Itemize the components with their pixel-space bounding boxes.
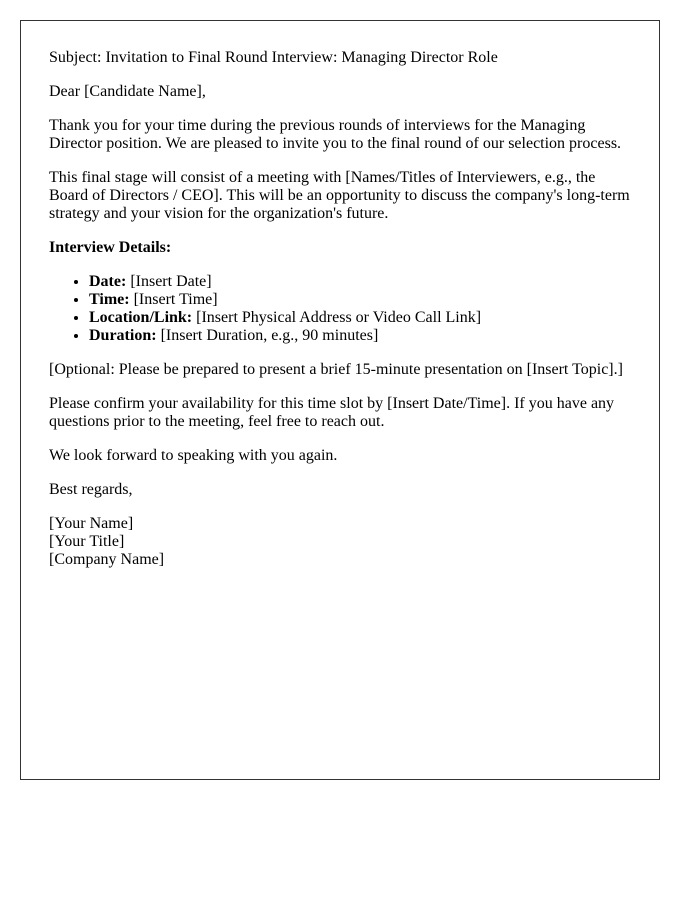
detail-value: [Insert Physical Address or Video Call Link] — [192, 309, 482, 326]
greeting: Dear [Candidate Name], — [49, 83, 206, 100]
detail-label: Date: — [89, 273, 127, 290]
subject-line: Subject: Invitation to Final Round Interview: Managing Director Role — [49, 49, 498, 66]
signature-company: [Company Name] — [49, 551, 165, 568]
detail-duration — [89, 327, 631, 345]
interview-details-list — [49, 273, 631, 345]
detail-label: Duration: — [89, 327, 157, 344]
signature-title: [Your Title] — [49, 533, 125, 550]
detail-value: [Insert Date] — [126, 273, 212, 290]
meeting-paragraph: This final stage will consist of a meeting with [Names/Titles of Interviewers, e.g., the Board of Directors / CEO]. This will be an opportunity to discuss the company's long-term strategy and your vision for the organization's future. — [49, 169, 630, 222]
detail-value: [Insert Duration, e.g., 90 minutes] — [156, 327, 379, 344]
sign-off: Best regards, — [49, 481, 133, 498]
detail-location — [89, 309, 631, 327]
confirm-paragraph: Please confirm your availability for this time slot by [Insert Date/Time]. If you have any questions prior to the meeting, feel free to reach out. — [49, 395, 615, 430]
letter-container — [20, 20, 660, 780]
detail-date — [89, 273, 631, 291]
detail-label: Location/Link: — [89, 309, 193, 326]
optional-note: [Optional: Please be prepared to present a brief 15-minute presentation on [Insert Topic].] — [49, 361, 623, 378]
intro-paragraph: Thank you for your time during the previous rounds of interviews for the Managing Director position. We are pleased to invite you to the final round of our selection process. — [49, 117, 622, 152]
signature-block — [49, 515, 631, 569]
detail-label: Time: — [89, 291, 130, 308]
signature-name: [Your Name] — [49, 515, 134, 532]
detail-time — [89, 291, 631, 309]
closing-line: We look forward to speaking with you again. — [49, 447, 338, 464]
interview-details-heading: Interview Details: — [49, 239, 172, 256]
detail-value: [Insert Time] — [129, 291, 218, 308]
